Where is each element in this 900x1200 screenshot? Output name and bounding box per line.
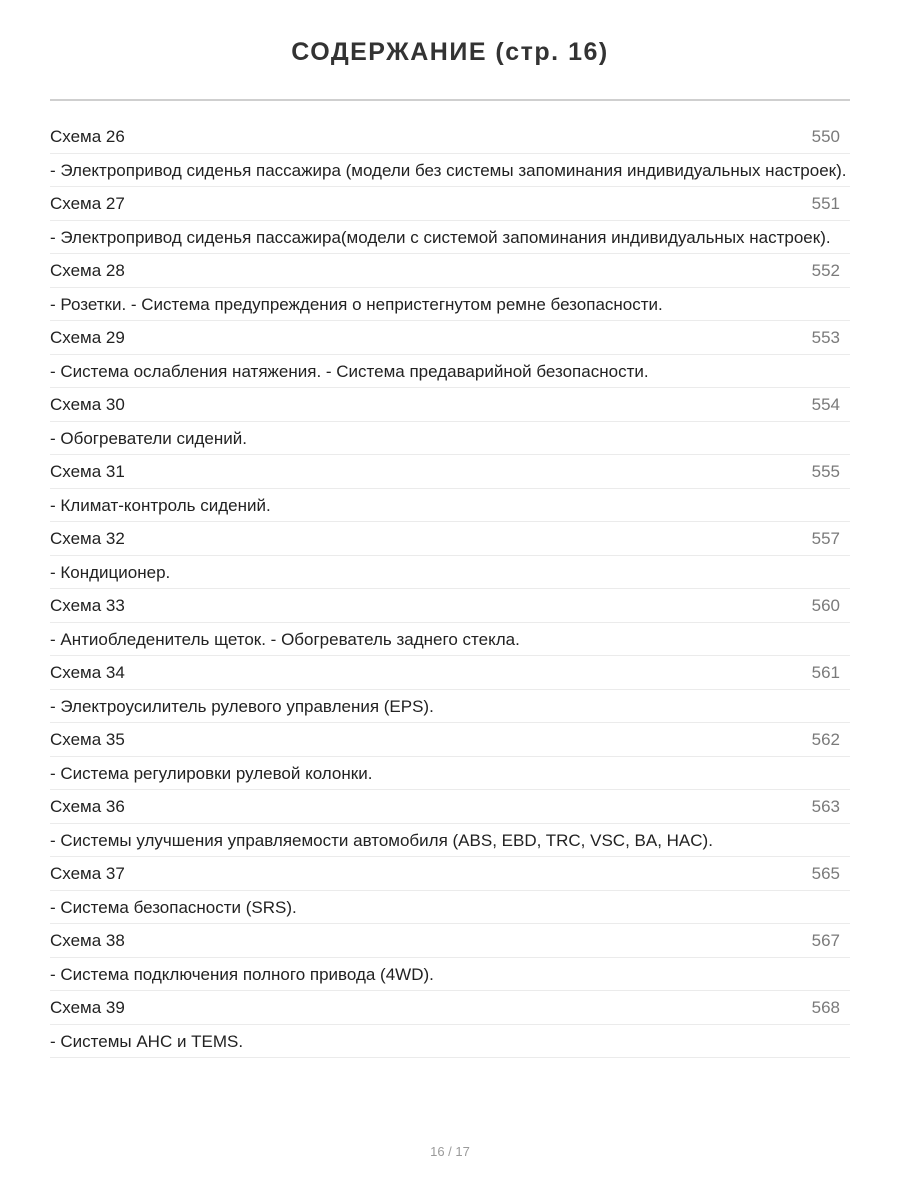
- toc-entry: [50, 857, 850, 924]
- toc-entry-header[interactable]: [50, 321, 850, 355]
- scheme-description: - Системы AHC и TEMS.: [50, 1032, 244, 1051]
- scheme-page-number: 561: [811, 662, 840, 682]
- scheme-description: - Розетки. - Система предупреждения о непристегнутом ремне безопасности.: [50, 295, 663, 314]
- scheme-page-number: 568: [811, 997, 840, 1017]
- scheme-description: - Антиобледенитель щеток. - Обогреватель заднего стекла.: [50, 630, 520, 649]
- toc-list: [50, 120, 850, 1058]
- scheme-name: Схема 38: [50, 930, 125, 950]
- toc-entry-header[interactable]: [50, 924, 850, 958]
- scheme-name: Схема 34: [50, 662, 125, 682]
- scheme-page-number: 555: [811, 461, 840, 481]
- scheme-name: Схема 39: [50, 997, 125, 1017]
- scheme-page-number: 562: [811, 729, 840, 749]
- scheme-page-number: 565: [811, 863, 840, 883]
- toc-entry: [50, 924, 850, 991]
- scheme-name: Схема 35: [50, 729, 125, 749]
- toc-entry-header[interactable]: [50, 991, 850, 1025]
- title-divider: [50, 99, 850, 101]
- toc-entry-header[interactable]: [50, 455, 850, 489]
- page-title: СОДЕРЖАНИЕ (стр. 16): [291, 38, 609, 66]
- scheme-page-number: 560: [811, 595, 840, 615]
- toc-entry-header[interactable]: [50, 857, 850, 891]
- toc-entry: [50, 187, 850, 254]
- scheme-page-number: 553: [811, 327, 840, 347]
- scheme-name: Схема 27: [50, 193, 125, 213]
- scheme-page-number: 551: [811, 193, 840, 213]
- toc-entry: [50, 254, 850, 321]
- toc-entry: [50, 790, 850, 857]
- scheme-page-number: 552: [811, 260, 840, 280]
- toc-entry-header[interactable]: [50, 589, 850, 623]
- toc-entry-header[interactable]: [50, 656, 850, 690]
- scheme-description: - Электроусилитель рулевого управления (EPS).: [50, 697, 434, 716]
- toc-entry-header[interactable]: [50, 254, 850, 288]
- scheme-description: - Кондиционер.: [50, 563, 171, 582]
- scheme-name: Схема 31: [50, 461, 125, 481]
- scheme-description: - Системы улучшения управляемости автомобиля (ABS, EBD, TRC, VSC, BA, HAC).: [50, 831, 713, 850]
- toc-entry-header[interactable]: [50, 187, 850, 221]
- toc-entry: [50, 321, 850, 388]
- scheme-name: Схема 30: [50, 394, 125, 414]
- toc-entry-header[interactable]: [50, 120, 850, 154]
- scheme-name: Схема 26: [50, 126, 125, 146]
- scheme-page-number: 554: [811, 394, 840, 414]
- toc-entry: [50, 120, 850, 187]
- toc-entry-header[interactable]: [50, 790, 850, 824]
- scheme-name: Схема 28: [50, 260, 125, 280]
- scheme-description: - Система ослабления натяжения. - Система предаварийной безопасности.: [50, 362, 649, 381]
- toc-entry: [50, 723, 850, 790]
- scheme-name: Схема 37: [50, 863, 125, 883]
- toc-entry: [50, 656, 850, 723]
- scheme-description: - Электропривод сиденья пассажира(модели с системой запоминания индивидуальных настроек).: [50, 228, 831, 247]
- scheme-name: Схема 32: [50, 528, 125, 548]
- scheme-description: - Система подключения полного привода (4WD).: [50, 965, 434, 984]
- scheme-name: Схема 36: [50, 796, 125, 816]
- scheme-name: Схема 33: [50, 595, 125, 615]
- toc-entry: [50, 991, 850, 1058]
- toc-entry-header[interactable]: [50, 388, 850, 422]
- scheme-description: - Электропривод сиденья пассажира (модели без системы запоминания индивидуальных настроек).: [50, 161, 847, 180]
- scheme-description: - Система регулировки рулевой колонки.: [50, 764, 373, 783]
- toc-entry-header[interactable]: [50, 522, 850, 556]
- scheme-page-number: 550: [811, 126, 840, 146]
- scheme-description: - Система безопасности (SRS).: [50, 898, 297, 917]
- scheme-page-number: 567: [811, 930, 840, 950]
- page-number: 16 / 17: [430, 1144, 470, 1159]
- toc-entry: [50, 522, 850, 589]
- toc-entry: [50, 455, 850, 522]
- scheme-name: Схема 29: [50, 327, 125, 347]
- scheme-page-number: 557: [811, 528, 840, 548]
- toc-entry: [50, 388, 850, 455]
- scheme-description: - Обогреватели сидений.: [50, 429, 247, 448]
- toc-entry: [50, 589, 850, 656]
- toc-entry-header[interactable]: [50, 723, 850, 757]
- scheme-description: - Климат-контроль сидений.: [50, 496, 271, 515]
- scheme-page-number: 563: [811, 796, 840, 816]
